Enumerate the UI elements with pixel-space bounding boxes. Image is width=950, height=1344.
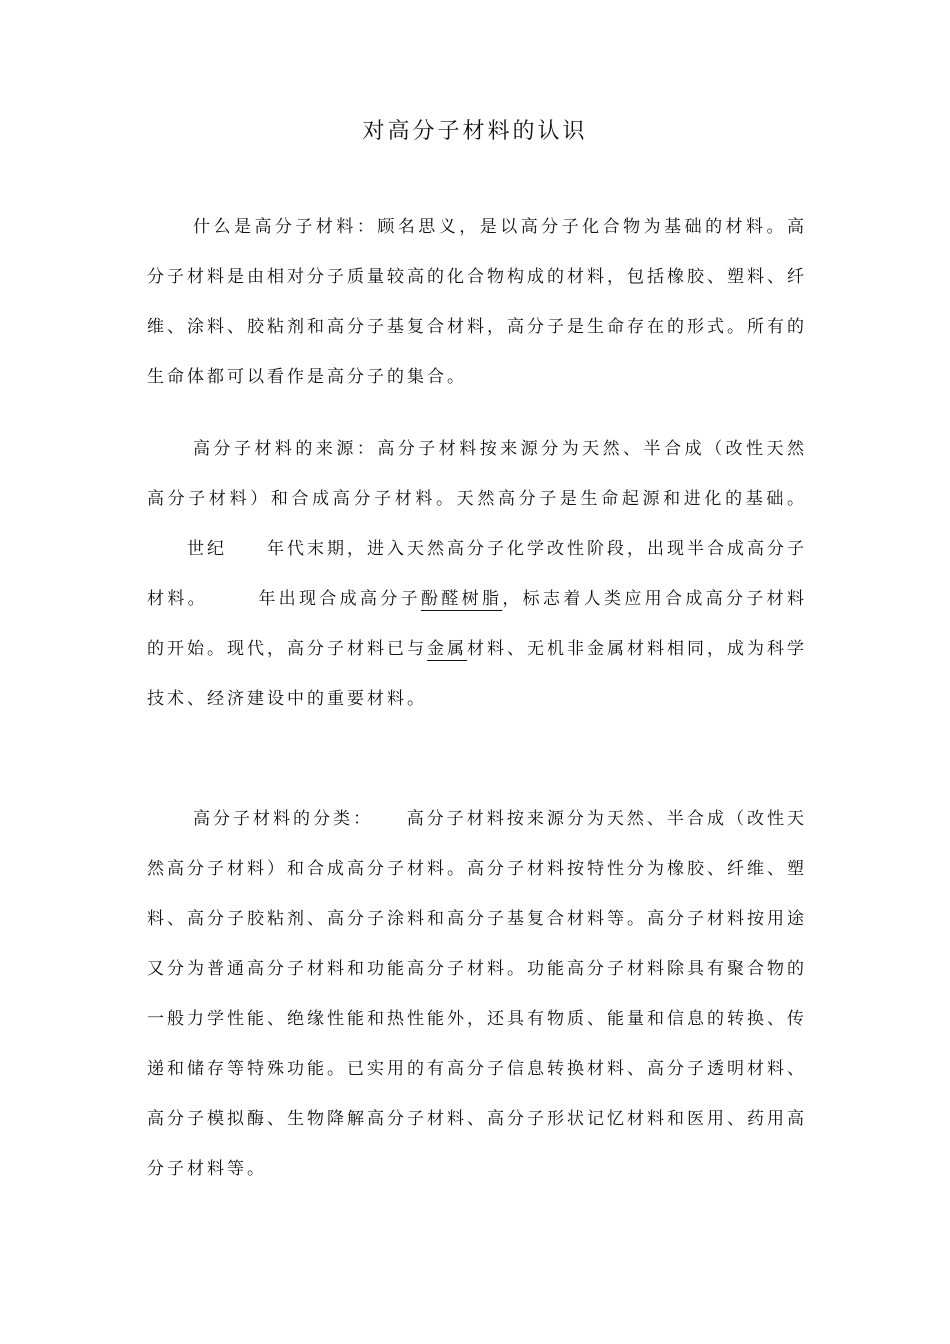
phenolic-resin-link[interactable]: 酚醛树脂	[421, 589, 503, 609]
source-text-century: 世纪	[187, 539, 227, 559]
source-text-4: ，标志着人类应用合成高分子材料的开始。现代，高分子材料已与	[147, 589, 808, 659]
paragraph-definition: 什么是高分子材料：顾名思义，是以高分子化合物为基础的材料。高分子材料是由相对分子质量较高的化合物构成的材料，包括橡胶、塑料、纤维、涂料、胶粘剂和高分子基复合材料，高分子是生命存在的形式。所有的生命体都可以看作是高分子的集合。	[147, 217, 807, 387]
paragraph-source	[147, 424, 807, 724]
source-text-2: 年代末期，进入天然高分子化学改性阶段，出现半合成高分子材料。	[147, 539, 807, 609]
source-text-5: 材料、无机非金属材料相同，成为科学技术、经济建设中的重要材料。	[147, 639, 807, 709]
source-text-1: 高分子材料的来源：高分子材料按来源分为天然、半合成（改性天然高分子材料）和合成高分子材料。天然高分子是生命起源和进化的基础。	[147, 439, 807, 509]
metal-link[interactable]: 金属	[427, 639, 467, 659]
source-text-3: 年出现合成高分子	[258, 589, 421, 609]
document-title: 对高分子材料的认识	[362, 119, 588, 144]
paragraph-classification: 高分子材料的分类： 高分子材料按来源分为天然、半合成（改性天然高分子材料）和合成高分子材料。高分子材料按特性分为橡胶、纤维、塑料、高分子胶粘剂、高分子涂料和高分子基复合材料等。高分子材料按用途又分为普通高分子材料和功能高分子材料。功能高分子材料除具有聚合物的一般力学性能、绝缘性能和热性能外，还具有物质、能量和信息的转换、传递和储存等特殊功能。已实用的有高分子信息转换材料、高分子透明材料、高分子模拟酶、生物降解高分子材料、高分子形状记忆材料和医用、药用高分子材料等。	[147, 809, 807, 1179]
